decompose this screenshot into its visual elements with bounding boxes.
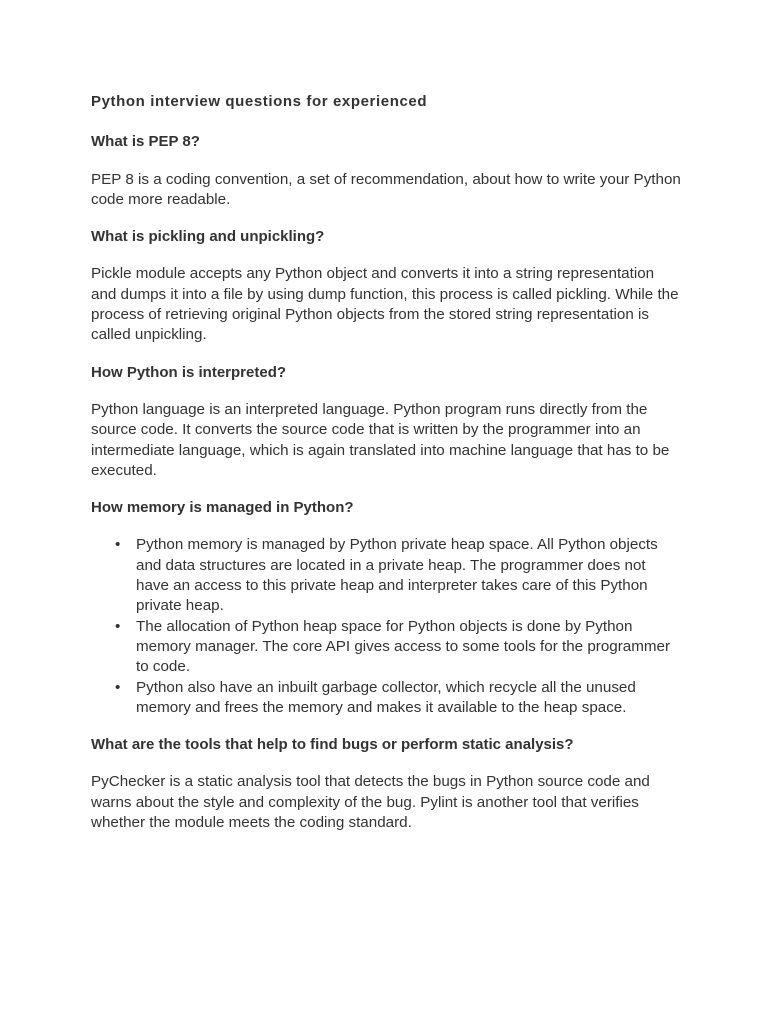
document-title: Python interview questions for experienced	[91, 93, 428, 110]
section-body-pickling: Pickle module accepts any Python object and converts it into a string representation and dumps it into a file by using dump function, this process is called pickling. While the process of retrieving original Python objects from the stored string representation is called unpickling.	[91, 265, 679, 344]
bullet-icon: •	[115, 536, 121, 554]
section-heading-memory: How memory is managed in Python?	[91, 499, 354, 517]
section-body-interpreted: Python language is an interpreted language. Python program runs directly from the source code. It converts the source code that is written by the programmer into an intermediate language, which is again translated into machine language that has to be executed.	[91, 400, 670, 479]
list-item	[115, 617, 681, 678]
section-body-pep8: PEP 8 is a coding convention, a set of recommendation, about how to write your Python code more readable.	[91, 170, 681, 208]
memory-bullet-list	[91, 535, 681, 718]
section-heading-pickling: What is pickling and unpickling?	[91, 228, 325, 246]
list-item	[115, 678, 681, 719]
list-item-text: The allocation of Python heap space for Python objects is done by Python memory manager. The core API gives access to some tools for the programmer to code.	[136, 617, 671, 676]
bullet-icon: •	[115, 678, 121, 696]
section-body-static-analysis: PyChecker is a static analysis tool that detects the bugs in Python source code and warns about the style and complexity of the bug. Pylint is another tool that verifies whether the module meets the coding standard.	[91, 773, 650, 832]
list-item-text: Python also have an inbuilt garbage collector, which recycle all the unused memory and frees the memory and makes it available to the heap space.	[136, 678, 636, 716]
bullet-icon: •	[115, 617, 121, 635]
section-heading-static-analysis: What are the tools that help to find bugs or perform static analysis?	[91, 736, 574, 754]
section-heading-interpreted: How Python is interpreted?	[91, 363, 287, 381]
list-item-text: Python memory is managed by Python private heap space. All Python objects and data structures are located in a private heap. The programmer does not have an access to this private heap and interpreter takes care of this Python private heap.	[136, 536, 658, 615]
section-heading-pep8: What is PEP 8?	[91, 133, 200, 151]
document-page	[91, 92, 681, 850]
list-item	[115, 535, 681, 616]
